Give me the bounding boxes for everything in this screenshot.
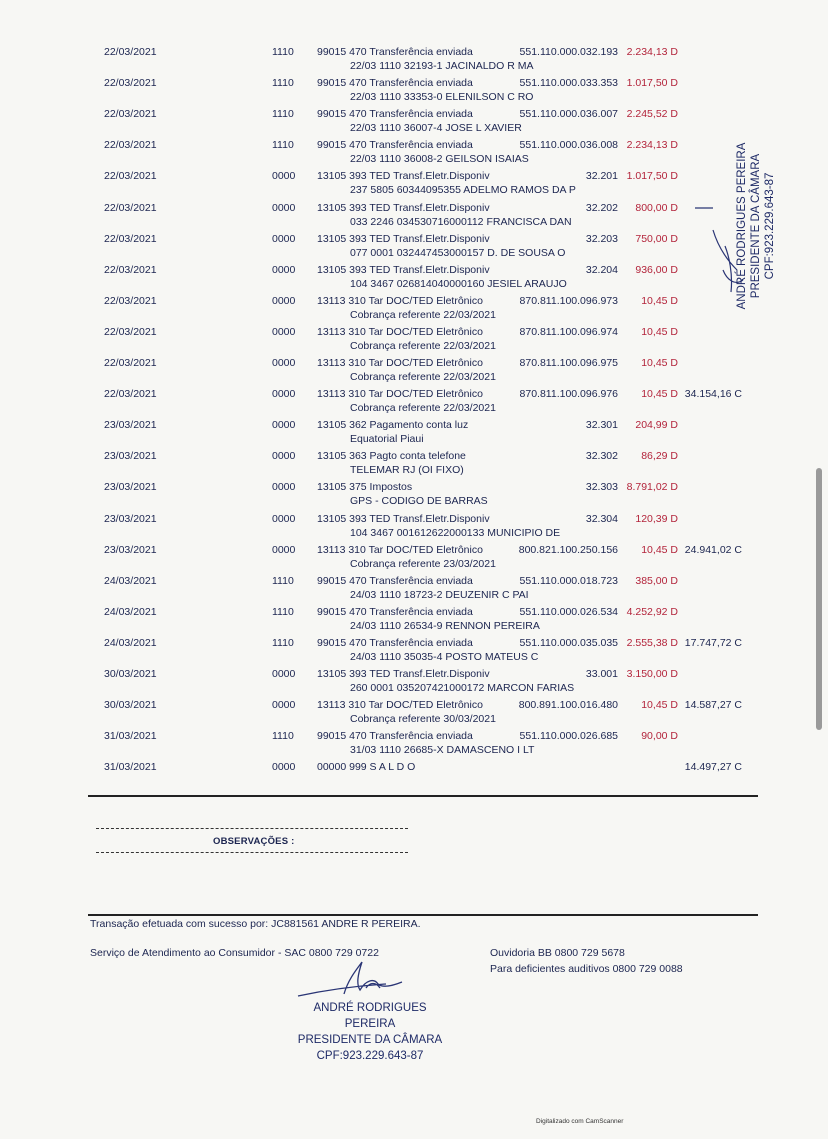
transaction-row bbox=[0, 104, 828, 136]
transaction-description: 24/03 1110 35035-4 POSTO MATEUS C bbox=[350, 650, 539, 663]
transaction-row bbox=[0, 166, 828, 198]
transaction-document: 551.110.000.018.723 bbox=[519, 574, 618, 587]
transaction-date: 24/03/2021 bbox=[104, 574, 157, 587]
transaction-value: 8.791,02 D bbox=[626, 481, 678, 494]
transaction-agency: 1110 bbox=[272, 636, 294, 649]
stamp-bottom bbox=[290, 1000, 450, 1064]
transaction-row bbox=[0, 42, 828, 74]
transaction-document: 32.303 bbox=[585, 481, 618, 494]
transaction-description: Cobrança referente 22/03/2021 bbox=[350, 308, 496, 321]
transaction-agency: 0000 bbox=[272, 170, 296, 183]
transaction-document: 800.821.100.250.156 bbox=[518, 543, 618, 556]
transaction-date: 22/03/2021 bbox=[104, 139, 157, 152]
transaction-agency: 0000 bbox=[272, 419, 296, 432]
transaction-value: 10,45 D bbox=[641, 325, 678, 338]
ouvidoria-info: Ouvidoria BB 0800 729 5678 bbox=[490, 947, 625, 959]
transaction-agency: 0000 bbox=[272, 232, 296, 245]
deficientes-info: Para deficientes auditivos 0800 729 0088 bbox=[490, 963, 683, 975]
transaction-agency: 0000 bbox=[272, 325, 296, 338]
transaction-row bbox=[0, 322, 828, 354]
transaction-description: 22/03 1110 36007-4 JOSE L XAVIER bbox=[350, 122, 522, 135]
transaction-document: 870.811.100.096.974 bbox=[519, 325, 618, 338]
transaction-history: 99015 470 Transferência enviada bbox=[317, 574, 473, 587]
transaction-document: 32.304 bbox=[585, 512, 618, 525]
stamp-cpf: CPF:923.229.643-87 bbox=[316, 1050, 424, 1062]
transaction-value: 10,45 D bbox=[641, 388, 678, 401]
transaction-value: 86,29 D bbox=[641, 450, 678, 463]
transaction-document: 870.811.100.096.973 bbox=[519, 294, 618, 307]
transaction-description: 22/03 1110 33353-0 ELENILSON C RO bbox=[350, 91, 534, 104]
transaction-value: 2.234,13 D bbox=[626, 139, 678, 152]
transaction-value: 10,45 D bbox=[641, 357, 678, 369]
transaction-agency: 1110 bbox=[272, 46, 294, 58]
sac-info: Serviço de Atendimento ao Consumidor - SAC 0800 729 0722 bbox=[90, 947, 379, 959]
transaction-document: 870.811.100.096.975 bbox=[519, 357, 618, 369]
transaction-document: 551.110.000.036.008 bbox=[519, 139, 618, 152]
transaction-balance: 34.154,16 C bbox=[684, 388, 742, 401]
transaction-row bbox=[0, 726, 828, 758]
transaction-value: 1.017,50 D bbox=[626, 170, 678, 183]
transaction-history: 13105 393 TED Transf.Eletr.Disponiv bbox=[317, 263, 490, 276]
transaction-balance: 14.587,27 C bbox=[684, 699, 742, 712]
transaction-row bbox=[0, 446, 828, 478]
transaction-agency: 0000 bbox=[272, 450, 296, 463]
transaction-value: 1.017,50 D bbox=[626, 77, 678, 90]
transaction-value: 2.234,13 D bbox=[626, 46, 678, 58]
transaction-value: 10,45 D bbox=[641, 294, 678, 307]
transaction-agency: 1110 bbox=[272, 108, 294, 121]
transaction-document: 551.110.000.035.035 bbox=[519, 636, 618, 649]
transaction-row bbox=[0, 353, 828, 385]
transaction-history: 13105 393 TED Transf.Eletr.Disponiv bbox=[317, 668, 490, 680]
transaction-agency: 1110 bbox=[272, 77, 294, 90]
transaction-document: 800.891.100.016.480 bbox=[518, 699, 618, 712]
transaction-document: 32.301 bbox=[585, 419, 618, 432]
transaction-balance: 24.941,02 C bbox=[684, 543, 742, 556]
transaction-agency: 0000 bbox=[272, 201, 296, 214]
transaction-agency: 0000 bbox=[272, 294, 296, 307]
transaction-row bbox=[0, 602, 828, 634]
transaction-description: Cobrança referente 22/03/2021 bbox=[350, 402, 496, 415]
transaction-date: 24/03/2021 bbox=[104, 636, 157, 649]
transaction-document: 32.302 bbox=[585, 450, 618, 463]
transaction-agency: 0000 bbox=[272, 263, 296, 276]
transaction-history: 99015 470 Transferência enviada bbox=[317, 46, 473, 58]
transaction-description: 24/03 1110 18723-2 DEUZENIR C PAI bbox=[350, 588, 529, 601]
transaction-history: 13113 310 Tar DOC/TED Eletrônico bbox=[317, 543, 483, 556]
transaction-value: 90,00 D bbox=[641, 730, 678, 743]
stamp-side-cpf: CPF:923.229.643-87 bbox=[764, 172, 776, 280]
transaction-description: 104 3467 001612622000133 MUNICIPIO DE bbox=[350, 526, 561, 539]
transaction-document: 551.110.000.026.534 bbox=[519, 605, 618, 618]
transaction-date: 22/03/2021 bbox=[104, 263, 157, 276]
transaction-date: 31/03/2021 bbox=[104, 730, 157, 743]
transaction-balance: 14.497,27 C bbox=[684, 761, 742, 774]
stamp-side bbox=[735, 126, 779, 326]
transaction-date: 23/03/2021 bbox=[104, 481, 157, 494]
transaction-history: 13105 393 TED Transf.Eletr.Disponiv bbox=[317, 232, 490, 245]
transaction-agency: 1110 bbox=[272, 605, 294, 618]
transaction-value: 120,39 D bbox=[635, 512, 678, 525]
transaction-history: 99015 470 Transferência enviada bbox=[317, 605, 473, 618]
dashed-line-top bbox=[96, 828, 408, 829]
transaction-value: 204,99 D bbox=[635, 419, 678, 432]
dashed-line-bottom bbox=[96, 852, 408, 853]
stamp-side-name: ANDRÉ RODRIGUES PEREIRA bbox=[736, 142, 748, 310]
transaction-date: 22/03/2021 bbox=[104, 388, 157, 401]
observations-label: OBSERVAÇÕES : bbox=[213, 836, 295, 847]
transaction-value: 10,45 D bbox=[641, 699, 678, 712]
transaction-document: 551.110.000.026.685 bbox=[519, 730, 618, 743]
transaction-history: 99015 470 Transferência enviada bbox=[317, 139, 473, 152]
transaction-agency: 0000 bbox=[272, 388, 296, 401]
transaction-document: 32.203 bbox=[585, 232, 618, 245]
transaction-history: 13113 310 Tar DOC/TED Eletrônico bbox=[317, 699, 483, 712]
bottom-divider bbox=[88, 914, 758, 916]
transaction-description: 22/03 1110 32193-1 JACINALDO R MA bbox=[350, 60, 534, 72]
transaction-description: Cobrança referente 22/03/2021 bbox=[350, 339, 496, 352]
transaction-description: 24/03 1110 26534-9 RENNON PEREIRA bbox=[350, 619, 540, 632]
transaction-description: Equatorial Piaui bbox=[350, 433, 424, 446]
transaction-date: 22/03/2021 bbox=[104, 294, 157, 307]
top-divider bbox=[88, 795, 758, 797]
transaction-date: 30/03/2021 bbox=[104, 699, 157, 712]
transaction-description: 260 0001 035207421000172 MARCON FARIAS bbox=[350, 682, 575, 694]
transaction-value: 936,00 D bbox=[635, 263, 678, 276]
transaction-history: 13113 310 Tar DOC/TED Eletrônico bbox=[317, 294, 483, 307]
transaction-document: 33.001 bbox=[585, 668, 618, 680]
transaction-description: TELEMAR RJ (OI FIXO) bbox=[350, 464, 464, 477]
transaction-document: 870.811.100.096.976 bbox=[519, 388, 618, 401]
transaction-row bbox=[0, 633, 828, 665]
transaction-date: 23/03/2021 bbox=[104, 419, 157, 432]
transaction-history: 13105 393 TED Transf.Eletr.Disponiv bbox=[317, 170, 490, 183]
transaction-date: 22/03/2021 bbox=[104, 232, 157, 245]
transaction-value: 750,00 D bbox=[635, 232, 678, 245]
transaction-description: Cobrança referente 30/03/2021 bbox=[350, 713, 496, 726]
transaction-date: 22/03/2021 bbox=[104, 77, 157, 90]
transaction-row bbox=[0, 695, 828, 727]
transaction-row bbox=[0, 571, 828, 603]
transaction-value: 3.150,00 D bbox=[626, 668, 678, 680]
transaction-agency: 1110 bbox=[272, 730, 294, 743]
transaction-description: GPS - CODIGO DE BARRAS bbox=[350, 495, 488, 508]
transaction-history: 13105 393 TED Transf.Eletr.Disponiv bbox=[317, 512, 490, 525]
transaction-date: 22/03/2021 bbox=[104, 170, 157, 183]
transaction-document: 551.110.000.032.193 bbox=[519, 46, 618, 58]
stamp-side-role: PRESIDENTE DA CÂMARA bbox=[750, 153, 762, 299]
stamp-name: ANDRÉ RODRIGUES PEREIRA bbox=[313, 1002, 427, 1030]
transaction-document: 32.202 bbox=[585, 201, 618, 214]
transaction-value: 2.245,52 D bbox=[626, 108, 678, 121]
transaction-date: 23/03/2021 bbox=[104, 543, 157, 556]
transaction-history: 13113 310 Tar DOC/TED Eletrônico bbox=[317, 325, 483, 338]
transaction-date: 22/03/2021 bbox=[104, 46, 157, 58]
transaction-note: Transação efetuada com sucesso por: JC881561 ANDRE R PEREIRA. bbox=[90, 918, 421, 930]
transaction-date: 22/03/2021 bbox=[104, 357, 157, 369]
transaction-document: 32.204 bbox=[585, 263, 618, 276]
transaction-row bbox=[0, 415, 828, 447]
transaction-description: 31/03 1110 26685-X DAMASCENO I LT bbox=[350, 744, 535, 757]
transaction-agency: 1110 bbox=[272, 139, 294, 152]
transaction-document: 551.110.000.033.353 bbox=[519, 77, 618, 90]
transaction-description: 033 2246 034530716000112 FRANCISCA DAN bbox=[350, 215, 572, 228]
transaction-row bbox=[0, 477, 828, 509]
transaction-history: 13113 310 Tar DOC/TED Eletrônico bbox=[317, 357, 483, 369]
scrollbar[interactable] bbox=[816, 468, 822, 730]
transaction-history: 13113 310 Tar DOC/TED Eletrônico bbox=[317, 388, 483, 401]
transaction-document: 32.201 bbox=[585, 170, 618, 183]
transaction-document: 551.110.000.036.007 bbox=[519, 108, 618, 121]
transaction-row bbox=[0, 135, 828, 167]
transaction-agency: 0000 bbox=[272, 481, 296, 494]
transaction-agency: 0000 bbox=[272, 668, 296, 680]
transaction-date: 23/03/2021 bbox=[104, 450, 157, 463]
scanner-watermark: Digitalizado com CamScanner bbox=[536, 1118, 624, 1125]
transaction-description: 22/03 1110 36008-2 GEILSON ISAIAS bbox=[350, 153, 529, 166]
transaction-row bbox=[0, 540, 828, 572]
transaction-history: 00000 999 S A L D O bbox=[317, 761, 416, 774]
transaction-date: 31/03/2021 bbox=[104, 761, 157, 774]
transaction-history: 99015 470 Transferência enviada bbox=[317, 108, 473, 121]
transaction-row bbox=[0, 384, 828, 416]
transaction-description: Cobrança referente 22/03/2021 bbox=[350, 371, 496, 383]
transaction-value: 4.252,92 D bbox=[626, 605, 678, 618]
transaction-description: 077 0001 032447453000157 D. DE SOUSA O bbox=[350, 246, 566, 259]
transaction-history: 99015 470 Transferência enviada bbox=[317, 636, 473, 649]
transaction-agency: 1110 bbox=[272, 574, 294, 587]
transaction-agency: 0000 bbox=[272, 512, 296, 525]
transaction-agency: 0000 bbox=[272, 357, 296, 369]
transaction-value: 800,00 D bbox=[635, 201, 678, 214]
transaction-agency: 0000 bbox=[272, 543, 296, 556]
transaction-agency: 0000 bbox=[272, 699, 296, 712]
transaction-history: 13105 363 Pagto conta telefone bbox=[317, 450, 466, 463]
transaction-description: Cobrança referente 23/03/2021 bbox=[350, 557, 496, 570]
transaction-history: 99015 470 Transferência enviada bbox=[317, 730, 473, 743]
transaction-date: 22/03/2021 bbox=[104, 325, 157, 338]
signature-bottom bbox=[296, 960, 416, 1002]
transaction-date: 30/03/2021 bbox=[104, 668, 157, 680]
transaction-value: 10,45 D bbox=[641, 543, 678, 556]
transaction-value: 385,00 D bbox=[635, 574, 678, 587]
transaction-date: 23/03/2021 bbox=[104, 512, 157, 525]
transaction-history: 13105 375 Impostos bbox=[317, 481, 413, 494]
transaction-history: 13105 393 TED Transf.Eletr.Disponiv bbox=[317, 201, 490, 214]
transaction-description: 104 3467 026814040000160 JESIEL ARAUJO bbox=[350, 277, 567, 290]
transaction-row bbox=[0, 509, 828, 541]
transaction-agency: 0000 bbox=[272, 761, 296, 774]
transaction-row bbox=[0, 73, 828, 105]
transaction-value: 2.555,38 D bbox=[626, 636, 678, 649]
stamp-role: PRESIDENTE DA CÂMARA bbox=[297, 1034, 443, 1046]
transaction-balance: 17.747,72 C bbox=[684, 636, 742, 649]
transaction-history: 99015 470 Transferência enviada bbox=[317, 77, 473, 90]
transaction-row bbox=[0, 757, 828, 789]
transaction-history: 13105 362 Pagamento conta luz bbox=[317, 419, 469, 432]
transaction-description: 237 5805 60344095355 ADELMO RAMOS DA P bbox=[350, 184, 576, 197]
transaction-row bbox=[0, 664, 828, 696]
transaction-date: 22/03/2021 bbox=[104, 201, 157, 214]
transaction-date: 24/03/2021 bbox=[104, 605, 157, 618]
transaction-date: 22/03/2021 bbox=[104, 108, 157, 121]
